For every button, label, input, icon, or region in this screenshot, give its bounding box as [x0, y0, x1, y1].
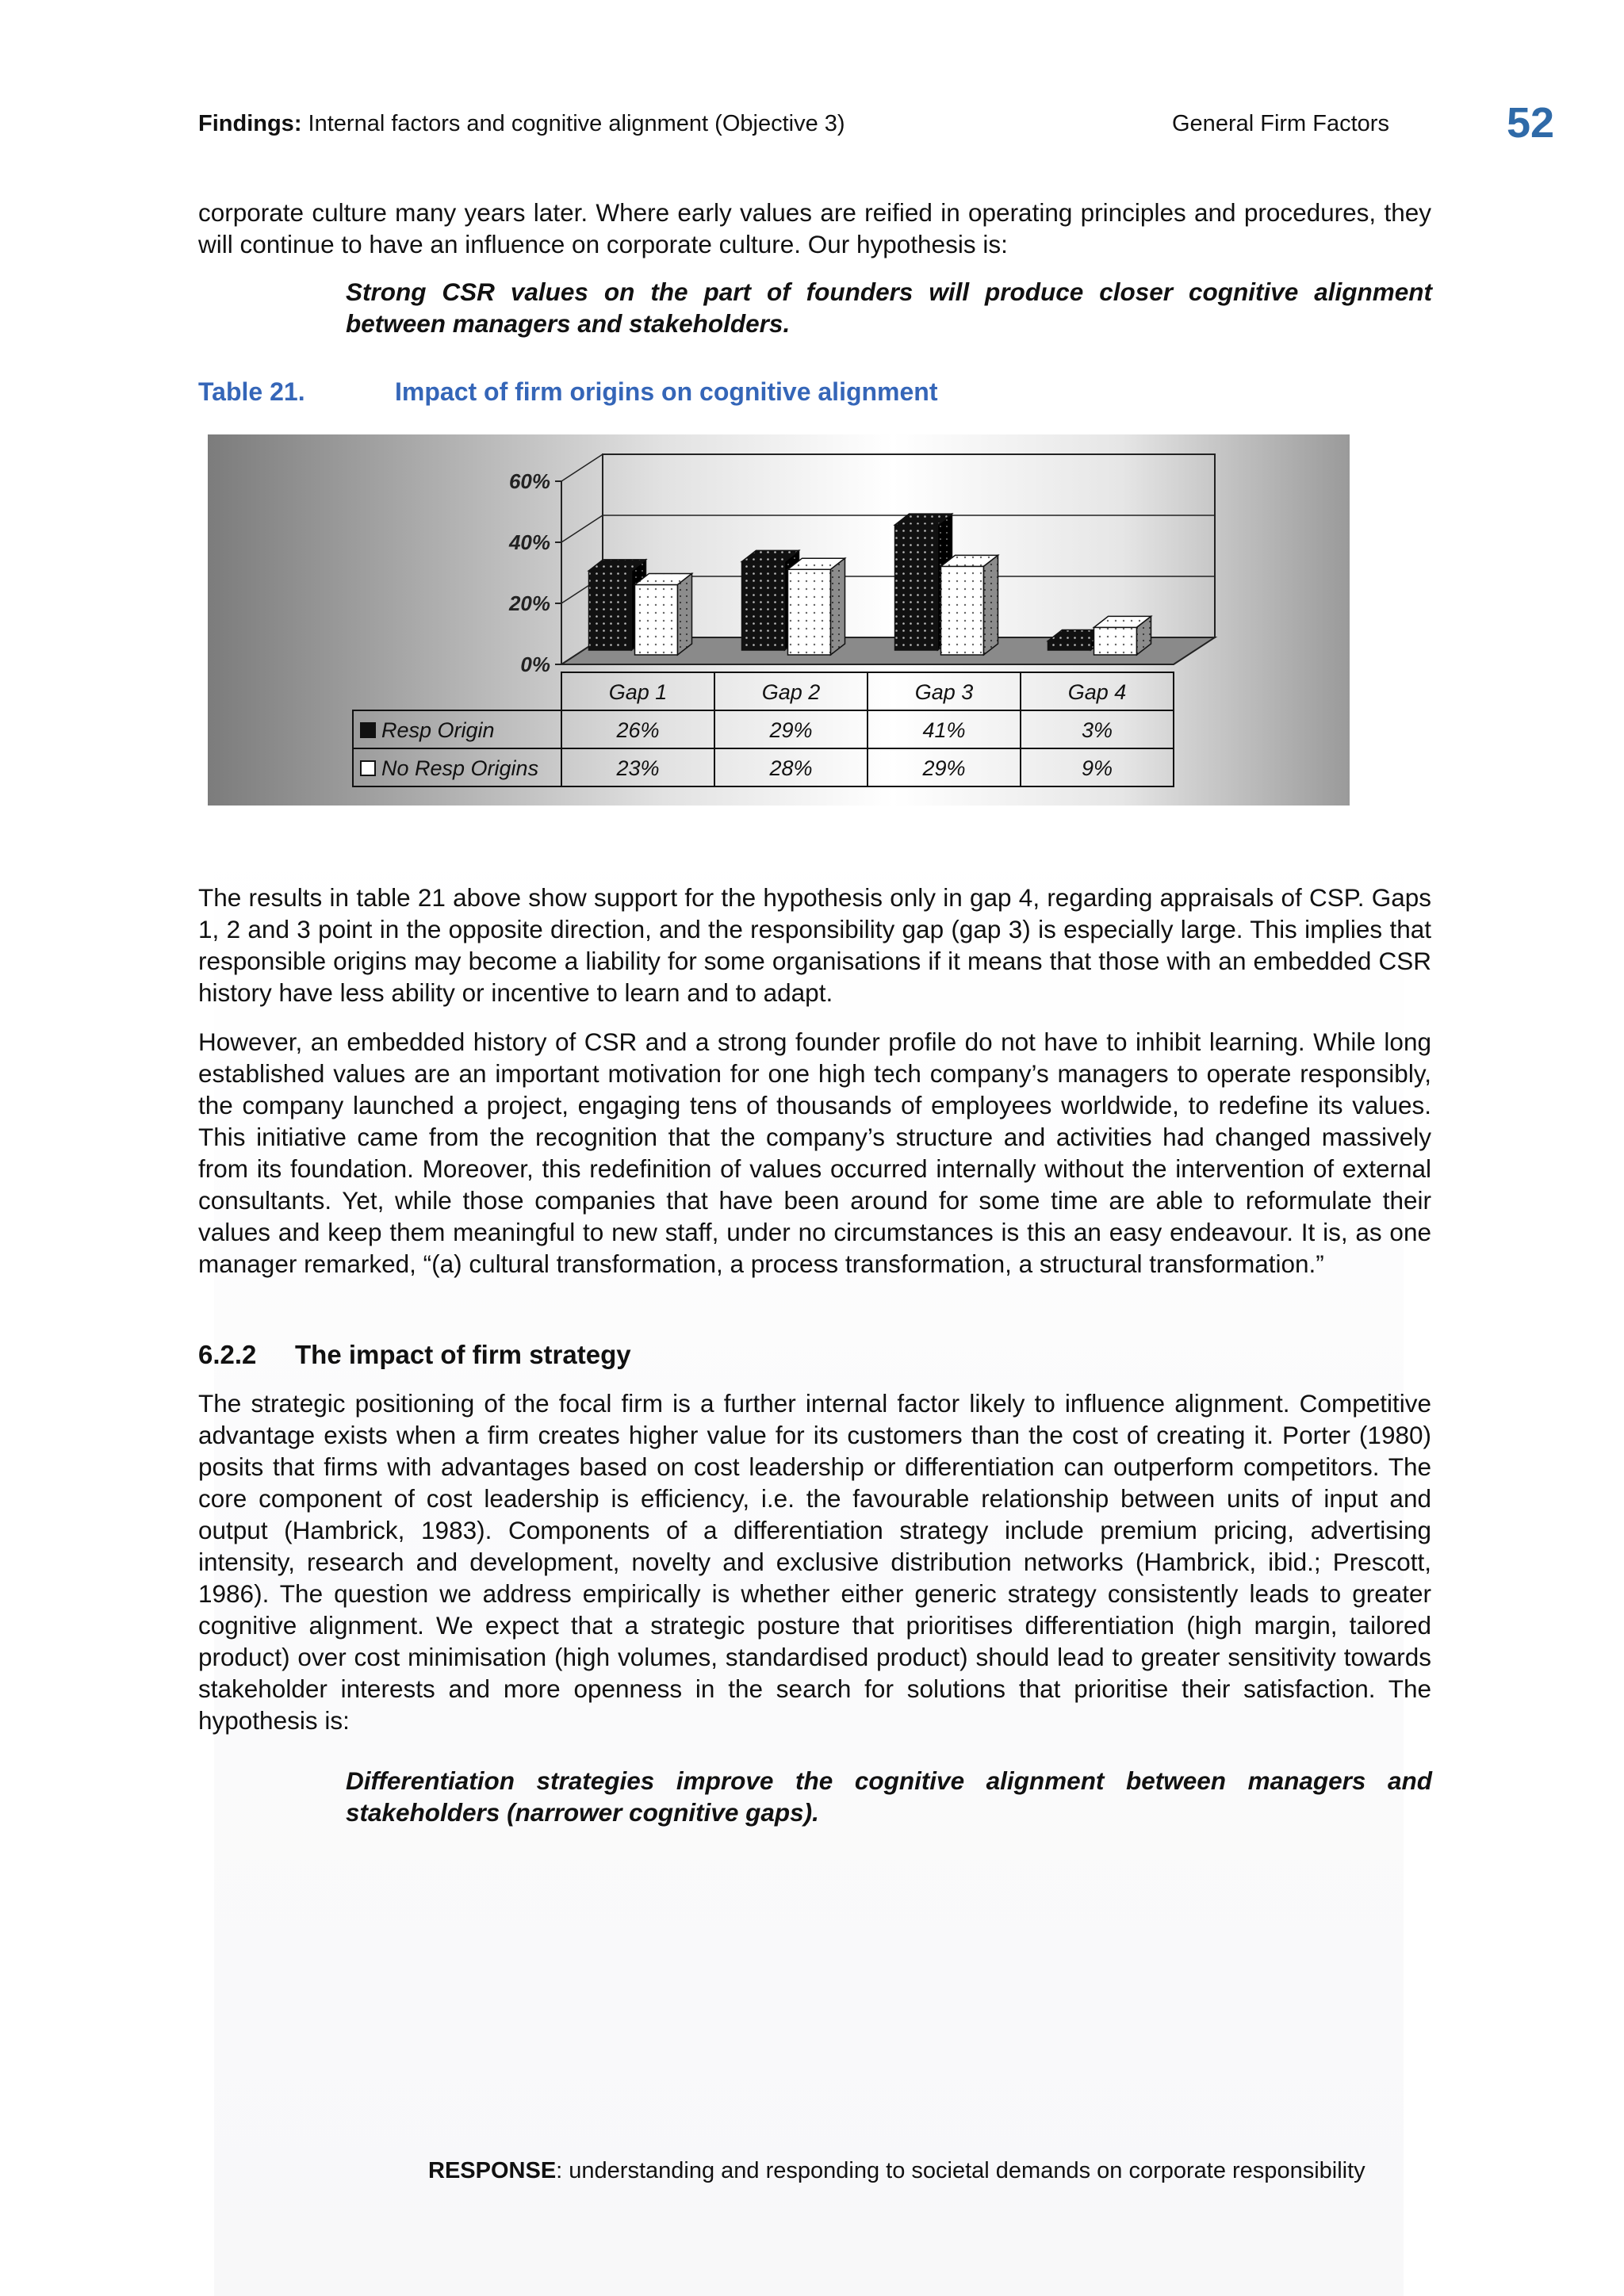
- bar-side: [984, 555, 998, 655]
- running-header-left: [198, 111, 845, 137]
- section-title: The impact of firm strategy: [295, 1340, 631, 1369]
- intro-paragraph: [198, 197, 1431, 277]
- data-label: 23%: [616, 756, 660, 780]
- bar-no-resp-origins: [788, 558, 845, 655]
- bar-front: [635, 584, 678, 655]
- table-title: Impact of firm origins on cognitive alignment: [395, 377, 938, 406]
- table-label: Table 21.: [198, 377, 305, 406]
- bar-front: [895, 525, 938, 650]
- y-tick-label: 0%: [520, 652, 550, 676]
- strategy-section: [198, 1387, 1431, 1754]
- x-category-label: Gap 1: [608, 680, 668, 704]
- legend-swatch: [361, 723, 375, 737]
- bar-chart: [208, 434, 1350, 806]
- footer-brand: RESPONSE: [428, 2158, 557, 2183]
- bar-front: [788, 569, 831, 655]
- data-label: 29%: [922, 756, 966, 780]
- bar-front: [941, 566, 984, 655]
- y-tick-label: 40%: [508, 530, 550, 554]
- x-category-label: Gap 2: [761, 680, 821, 704]
- y-tick-label: 60%: [508, 469, 550, 493]
- running-footer: [428, 2158, 1365, 2184]
- bar-no-resp-origins: [941, 555, 998, 655]
- hypothesis-1: Strong CSR values on the part of founders will produce closer cognitive alignment between managers and stakeholders.: [346, 277, 1432, 338]
- chart-canvas: [208, 434, 1350, 806]
- x-category-label: Gap 4: [1067, 680, 1127, 704]
- page-number: 52: [1507, 99, 1555, 147]
- bar-side: [831, 558, 845, 655]
- legend-entry: Resp Origin: [381, 718, 495, 742]
- y-tick-label: 20%: [508, 591, 550, 615]
- results-section: [198, 882, 1431, 1297]
- paragraph: corporate culture many years later. Where early values are reified in operating principles and procedures, they will continue to have an influence on corporate culture. Our hypothesis is:: [198, 198, 1431, 258]
- data-label: 28%: [769, 756, 813, 780]
- hypothesis-2: Differentiation strategies improve the cognitive alignment between managers and stakeholders (narrower cognitive gaps).: [346, 1766, 1432, 1827]
- bar-front: [1048, 641, 1091, 650]
- footer-text: : understanding and responding to societal demands on corporate responsibility: [556, 2158, 1365, 2183]
- running-header-right: General Firm Factors: [1172, 111, 1389, 136]
- legend-swatch: [361, 761, 375, 775]
- paragraph: The strategic positioning of the focal firm is a further internal factor likely to influence alignment. Competitive advantage exists when a firm creates higher value for its customers than the cost of creating it. Porter (1980) posits that firms with advantages based on cost leadership or differentiation can outperform competitors. The core component of cost leadership is efficiency, i.e. the favourable relationship between units of input and output (Hambrick, 1983). Components of a differentiation strategy include premium pricing, advertising intensity, research and development, novelty and exclusive distribution networks (Hambrick, ibid.; Prescott, 1986). The question we address empirically is whether either generic strategy consistently leads to greater cognitive alignment. We expect that a strategic posture that prioritises differentiation (high margin, tailored product) over cost minimisation (high volumes, standardised product) should lead to greater sensitivity towards stakeholder interests and more openness in the search for solutions that prioritise their satisfaction. The hypothesis is:: [198, 1389, 1431, 1735]
- section-heading: [198, 1340, 631, 1370]
- bar-side: [678, 573, 692, 655]
- paragraph: However, an embedded history of CSR and a strong founder profile do not have to inhibit learning. While long established values are an important motivation for one high tech company’s managers to operate responsibly, the company launched a project, engaging tens of thousands of employees worldwide, to redefine its values. This initiative came from the recognition that the company’s structure and activities had changed massively from its foundation. Moreover, this redefinition of values occurred internally without the intervention of external consultants. Yet, while those companies that have been around for some time are able to reformulate their values and keep them meaningful to new staff, under no circumstances is this an easy endeavour. It is, as one manager remarked, “(a) cultural transformation, a process transformation, a structural transformation.”: [198, 1027, 1431, 1278]
- data-label: 26%: [616, 718, 660, 742]
- data-label: 29%: [769, 718, 813, 742]
- bar-front: [742, 561, 785, 650]
- bar-no-resp-origins: [1094, 616, 1151, 655]
- header-section-label: Findings:: [198, 111, 302, 136]
- paragraph: The results in table 21 above show support for the hypothesis only in gap 4, regarding appraisals of CSP. Gaps 1, 2 and 3 point in the opposite direction, and the responsibility gap (gap 3) is especially large. This implies that responsible origins may become a liability for some organisations if it means that those with an embedded CSR history have less ability or incentive to learn and to adapt.: [198, 883, 1431, 1007]
- gridline-depth: [561, 515, 603, 542]
- table-caption: [198, 377, 938, 407]
- data-label: 9%: [1081, 756, 1113, 780]
- data-label: 41%: [922, 718, 966, 742]
- bar-no-resp-origins: [635, 573, 692, 655]
- section-number: 6.2.2: [198, 1340, 257, 1369]
- data-label: 3%: [1081, 718, 1113, 742]
- header-section-title: Internal factors and cognitive alignment (Objective 3): [301, 111, 845, 136]
- bar-front: [1094, 627, 1137, 655]
- bar-front: [589, 571, 632, 650]
- x-category-label: Gap 3: [914, 680, 974, 704]
- gridline-depth: [561, 454, 603, 481]
- legend-entry: No Resp Origins: [381, 756, 539, 780]
